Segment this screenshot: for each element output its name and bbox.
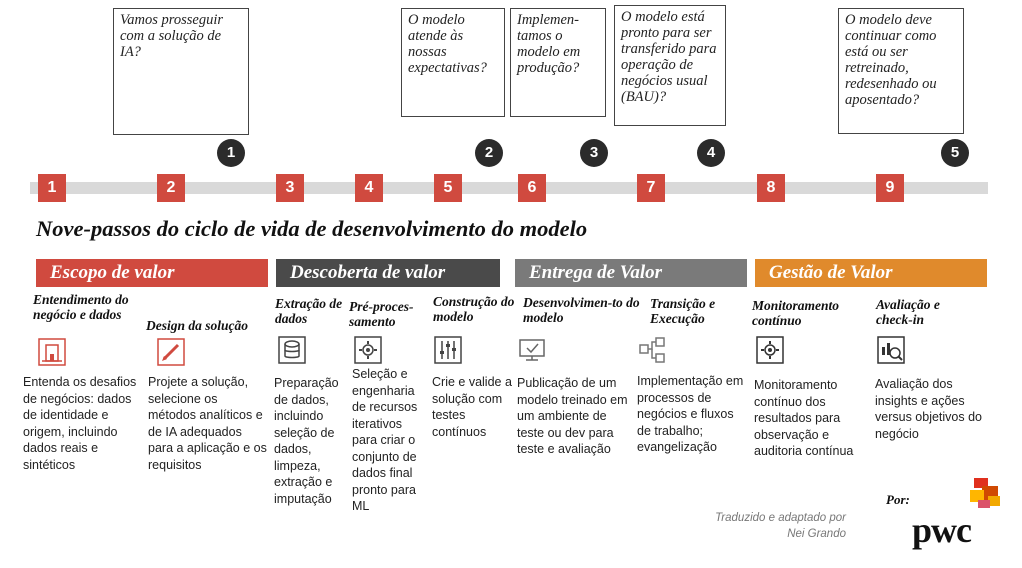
step-marker-6: 6 bbox=[518, 174, 546, 202]
translation-credit bbox=[660, 510, 846, 542]
credit-line-2: Nei Grando bbox=[787, 528, 846, 540]
decision-marker-5: 5 bbox=[941, 139, 969, 167]
monitor-check-icon bbox=[517, 335, 547, 365]
question-box-3 bbox=[510, 8, 606, 117]
step-marker-9: 9 bbox=[876, 174, 904, 202]
stage-heading-5: Construção do modelo bbox=[433, 294, 515, 324]
question-text: O modelo está pronto para ser transferido para operação de negócios usual (BAU)? bbox=[621, 9, 717, 105]
database-icon bbox=[277, 335, 307, 365]
step-marker-5: 5 bbox=[434, 174, 462, 202]
stage-description-9: Avaliação dos insights e ações versus objetivos do negócio bbox=[875, 377, 983, 441]
stage-heading-4: Pré-proces-samento bbox=[349, 299, 414, 329]
stage-heading-9: Avaliação e check-in bbox=[876, 297, 940, 327]
step-marker-4: 4 bbox=[355, 174, 383, 202]
question-box-5 bbox=[838, 8, 964, 134]
question-box-1 bbox=[113, 8, 249, 135]
decision-marker-4: 4 bbox=[697, 139, 725, 167]
gear-document-icon bbox=[353, 335, 383, 365]
page-title: Nove-passos do ciclo de vida de desenvolvimento do modelo bbox=[36, 216, 588, 241]
stage-description-4: Seleção e engenharia de recursos iterativos para criar o conjunto de dados final pronto para ML bbox=[352, 367, 418, 513]
stage-heading-3: Extração de dados bbox=[275, 296, 343, 326]
stage-description-6: Publicação de um modelo treinado em um ambiente de teste ou dev para teste e avaliação bbox=[517, 376, 628, 456]
phase-banner-descoberta: Descoberta de valor bbox=[276, 259, 500, 287]
logo-by-label: Por: bbox=[886, 492, 910, 507]
stage-description-8: Monitoramento contínuo dos resultados para observação e auditoria contínua bbox=[754, 378, 854, 458]
step-marker-1: 1 bbox=[38, 174, 66, 202]
stage-heading-2: Design da solução bbox=[146, 318, 249, 333]
step-marker-8: 8 bbox=[757, 174, 785, 202]
stage-description-3: Preparação de dados, incluindo seleção de dados, limpeza, extração e imputação bbox=[274, 376, 339, 506]
pwc-logo-text: pwc bbox=[912, 510, 971, 550]
pwc-logo-blocks bbox=[960, 478, 1004, 514]
decision-marker-1: 1 bbox=[217, 139, 245, 167]
flowchart-icon bbox=[637, 335, 667, 365]
question-text: Vamos prosseguir com a solução de IA? bbox=[120, 12, 223, 60]
decision-marker-3: 3 bbox=[580, 139, 608, 167]
chart-magnifier-icon bbox=[876, 335, 906, 365]
step-marker-2: 2 bbox=[157, 174, 185, 202]
question-text: O modelo deve continuar como está ou ser retreinado, redesenhado ou aposentado? bbox=[845, 12, 937, 108]
stage-description-2: Projete a solução, selecione os métodos analíticos e de IA adequados para a aplicação e os requisitos bbox=[148, 375, 267, 472]
phase-banner-gestao: Gestão de Valor bbox=[755, 259, 987, 287]
credit-line-1: Traduzido e adaptado por bbox=[715, 512, 846, 524]
stage-heading-8: Monitoramento contínuo bbox=[752, 298, 840, 328]
stage-description-7: Implementação em processos de negócios e fluxos de trabalho; evangelização bbox=[637, 374, 744, 454]
stage-description-1: Entenda os desafios de negócios: dados de identidade e origem, incluindo dados reais e sintéticos bbox=[23, 375, 137, 472]
phase-banner-escopo: Escopo de valor bbox=[36, 259, 268, 287]
stage-description-5: Crie e valide a solução com testes contínuos bbox=[432, 375, 512, 439]
stage-heading-6: Desenvolvimen-to do modelo bbox=[523, 295, 640, 325]
step-marker-7: 7 bbox=[637, 174, 665, 202]
stage-heading-7: Transição e Execução bbox=[650, 296, 716, 326]
phase-banner-entrega: Entrega de Valor bbox=[515, 259, 747, 287]
building-icon bbox=[37, 337, 67, 367]
question-box-4 bbox=[614, 5, 726, 126]
gear-monitor-icon bbox=[755, 335, 785, 365]
stage-heading-1: Entendimento do negócio e dados bbox=[33, 292, 129, 322]
sliders-icon bbox=[433, 335, 463, 365]
decision-marker-2: 2 bbox=[475, 139, 503, 167]
question-text: O modelo atende às nossas expectativas? bbox=[408, 12, 487, 76]
question-text: Implemen-tamos o modelo em produção? bbox=[517, 12, 581, 76]
pencil-icon bbox=[156, 337, 186, 367]
step-marker-3: 3 bbox=[276, 174, 304, 202]
question-box-2 bbox=[401, 8, 505, 117]
